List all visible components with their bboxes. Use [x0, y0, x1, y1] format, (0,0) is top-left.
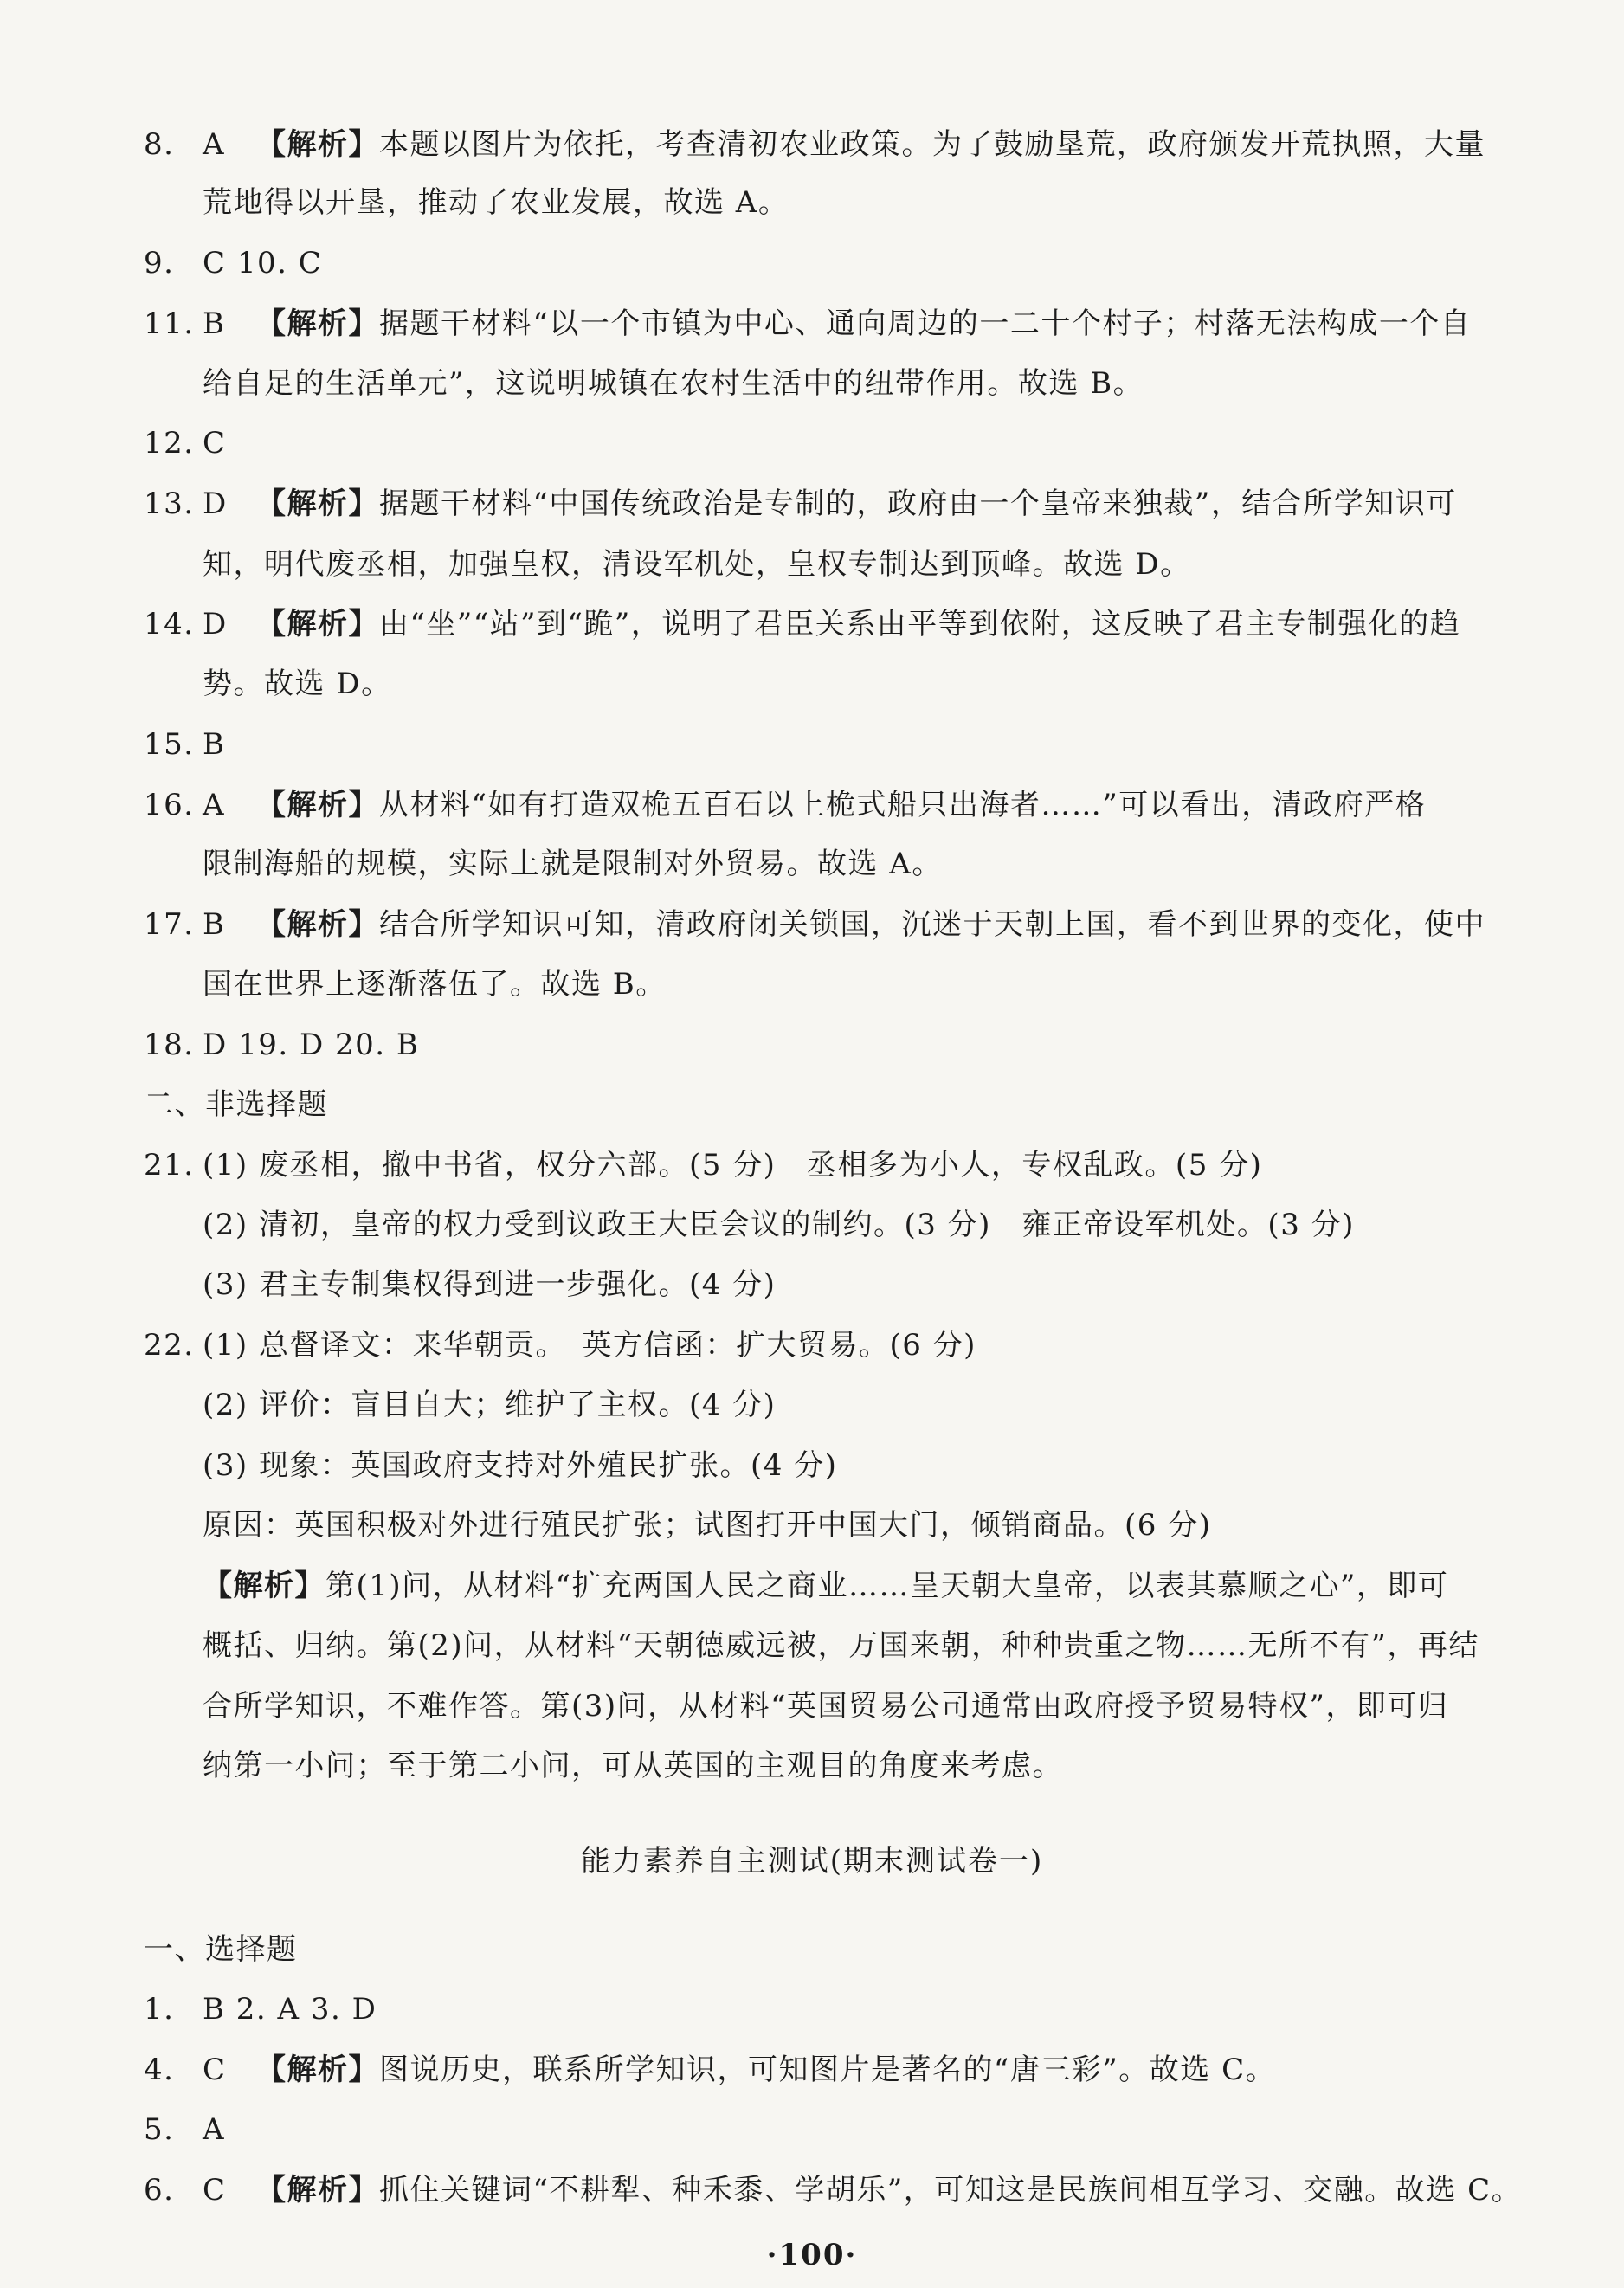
answer-item-21: 21. (1) 废丞相，撤中书省，权分六部。(5 分) 丞相多为小人，专权乱政。(5 分): [144, 1148, 1263, 1183]
test-title: 能力素养自主测试(期末测试卷一): [580, 1844, 1044, 1879]
answer-item-22-part-3: (3) 现象：英国政府支持对外殖民扩张。(4 分): [203, 1448, 838, 1483]
answer-item-8: 8. A 【解析】本题以图片为依托，考查清初农业政策。为了鼓励垦荒，政府颁发开荒执照，大量: [144, 127, 1485, 162]
answer-item-22: 22. (1) 总督译文：来华朝贡。 英方信函：扩大贸易。(6 分): [144, 1328, 976, 1363]
answer-item-22-part-2: (2) 评价：盲目自大；维护了主权。(4 分): [203, 1388, 777, 1422]
section-heading-choice: 一、选择题: [144, 1932, 298, 1967]
answer-item-11: 11. B 【解析】据题干材料“以一个市镇为中心、通向周边的一二十个村子；村落无法构成一个自: [144, 306, 1472, 341]
answer-item-22-reason: 原因：英国积极对外进行殖民扩张；试图打开中国大门，倾销商品。(6 分): [203, 1508, 1212, 1543]
answer-item-8-cont: 荒地得以开垦，推动了农业发展，故选 A。: [203, 185, 789, 220]
answer-item-11-cont: 给自足的生活单元”，这说明城镇在农村生活中的纽带作用。故选 B。: [203, 366, 1144, 401]
section-heading-non-choice: 二、非选择题: [144, 1087, 328, 1122]
answer-item-13-cont: 知，明代废丞相，加强皇权，清设军机处，皇权专制达到顶峰。故选 D。: [203, 547, 1191, 582]
answer-item-16: 16. A 【解析】从材料“如有打造双桅五百石以上桅式船只出海者……”可以看出，清政府严格: [144, 788, 1427, 822]
answer-item-13: 13. D 【解析】据题干材料“中国传统政治是专制的，政府由一个皇帝来独裁”，结合所学知识可: [144, 487, 1457, 521]
answer-item-21-part-3: (3) 君主专制集权得到进一步强化。(4 分): [203, 1267, 777, 1302]
answer-item-1-3: 1. B 2. A 3. D: [144, 1992, 377, 2027]
answer-item-15: 15. B: [144, 727, 226, 762]
answer-item-22-analysis-2: 概括、归纳。第(2)问，从材料“天朝德威远被，万国来朝，种种贵重之物……无所不有”，再结: [203, 1628, 1479, 1663]
answer-item-14: 14. D 【解析】由“坐”“站”到“跪”，说明了君臣关系由平等到依附，这反映了君主专制强化的趋: [144, 607, 1461, 641]
answer-item-4: 4. C 【解析】图说历史，联系所学知识，可知图片是著名的“唐三彩”。故选 C。: [144, 2053, 1277, 2087]
answer-item-12: 12. C: [144, 426, 227, 461]
answer-item-18-20: 18. D 19. D 20. B: [144, 1028, 420, 1062]
answer-item-22-analysis: 【解析】第(1)问，从材料“扩充两国人民之商业……呈天朝大皇帝，以表其慕顺之心”，即可: [203, 1569, 1449, 1603]
answer-item-9-10: 9. C 10. C: [144, 246, 323, 280]
answer-item-21-part-2: (2) 清初，皇帝的权力受到议政王大臣会议的制约。(3 分) 雍正帝设军机处。(3 分): [203, 1208, 1355, 1242]
page-number: ·100·: [766, 2238, 858, 2272]
answer-item-5: 5. A: [144, 2112, 226, 2147]
answer-item-17-cont: 国在世界上逐渐落伍了。故选 B。: [203, 967, 667, 1002]
answer-item-17: 17. B 【解析】结合所学知识可知，清政府闭关锁国，沉迷于天朝上国，看不到世界的变化，使中: [144, 907, 1485, 942]
answer-item-6: 6. C 【解析】抓住关键词“不耕犁、种禾黍、学胡乐”，可知这是民族间相互学习、交融。故选 C。: [144, 2173, 1523, 2207]
answer-item-22-analysis-3: 合所学知识，不难作答。第(3)问，从材料“英国贸易公司通常由政府授予贸易特权”，即可归: [203, 1689, 1449, 1724]
answer-item-14-cont: 势。故选 D。: [203, 667, 392, 701]
answer-item-22-analysis-4: 纳第一小问；至于第二小问，可从英国的主观目的角度来考虑。: [203, 1749, 1063, 1783]
answer-item-16-cont: 限制海船的规模，实际上就是限制对外贸易。故选 A。: [203, 847, 943, 881]
